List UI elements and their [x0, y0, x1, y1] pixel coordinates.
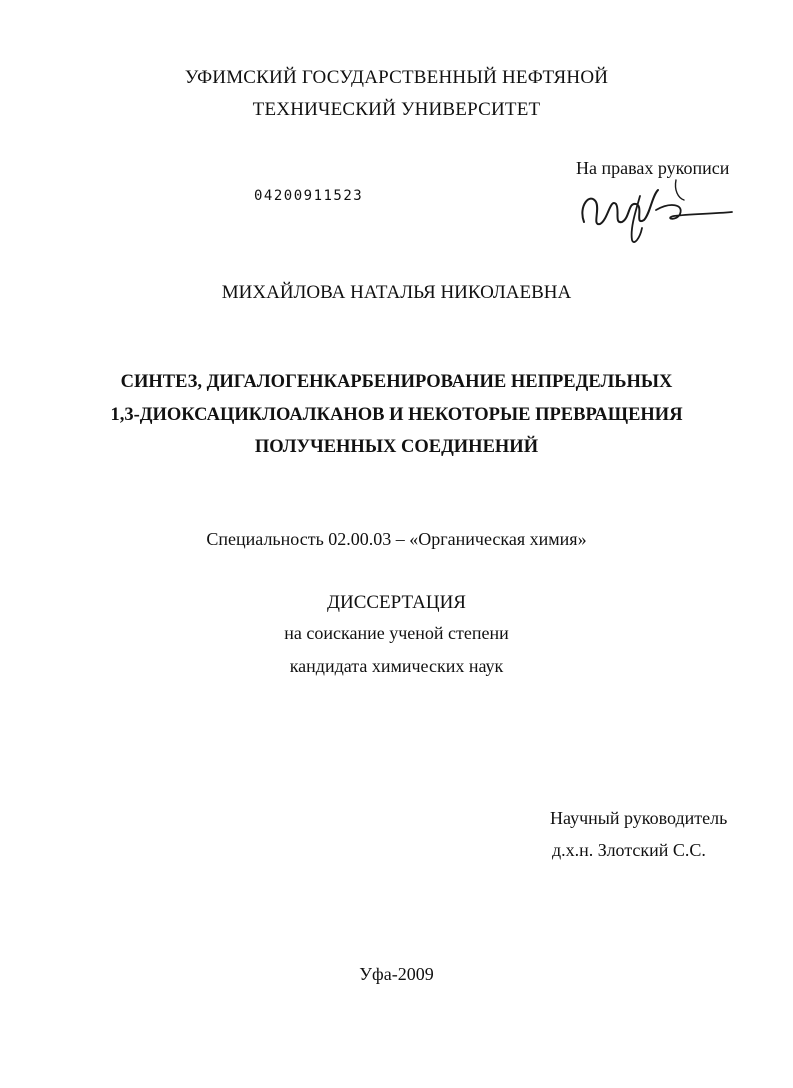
supervisor-label: Научный руководитель: [550, 808, 728, 828]
degree-line-2: кандидата химических наук: [289, 656, 504, 676]
library-code: 04200911523: [254, 188, 364, 204]
title-line-3: ПОЛУЧЕННЫХ СОЕДИНЕНИЙ: [254, 437, 539, 457]
author-name: МИХАЙЛОВА НАТАЛЬЯ НИКОЛАЕВНА: [221, 282, 572, 303]
supervisor-name: д.х.н. Злотский С.С.: [552, 840, 706, 860]
city-year: Уфа-2009: [359, 964, 434, 984]
specialty: Специальность 02.00.03 – «Органическая химия»: [206, 529, 587, 549]
signature: [570, 176, 740, 252]
manuscript-note: На правах рукописи: [576, 158, 730, 178]
title-line-2: 1,3-ДИОКСАЦИКЛОАЛКАНОВ И НЕКОТОРЫЕ ПРЕВРАЩЕНИЯ: [110, 405, 683, 425]
university-line-2: ТЕХНИЧЕСКИЙ УНИВЕРСИТЕТ: [252, 99, 541, 120]
title-line-1: СИНТЕЗ, ДИГАЛОГЕНКАРБЕНИРОВАНИЕ НЕПРЕДЕЛЬНЫХ: [120, 372, 673, 392]
dissertation-heading: ДИССЕРТАЦИЯ: [327, 592, 466, 613]
university-line-1: УФИМСКИЙ ГОСУДАРСТВЕННЫЙ НЕФТЯНОЙ: [184, 67, 609, 88]
degree-line-1: на соискание ученой степени: [284, 623, 509, 643]
